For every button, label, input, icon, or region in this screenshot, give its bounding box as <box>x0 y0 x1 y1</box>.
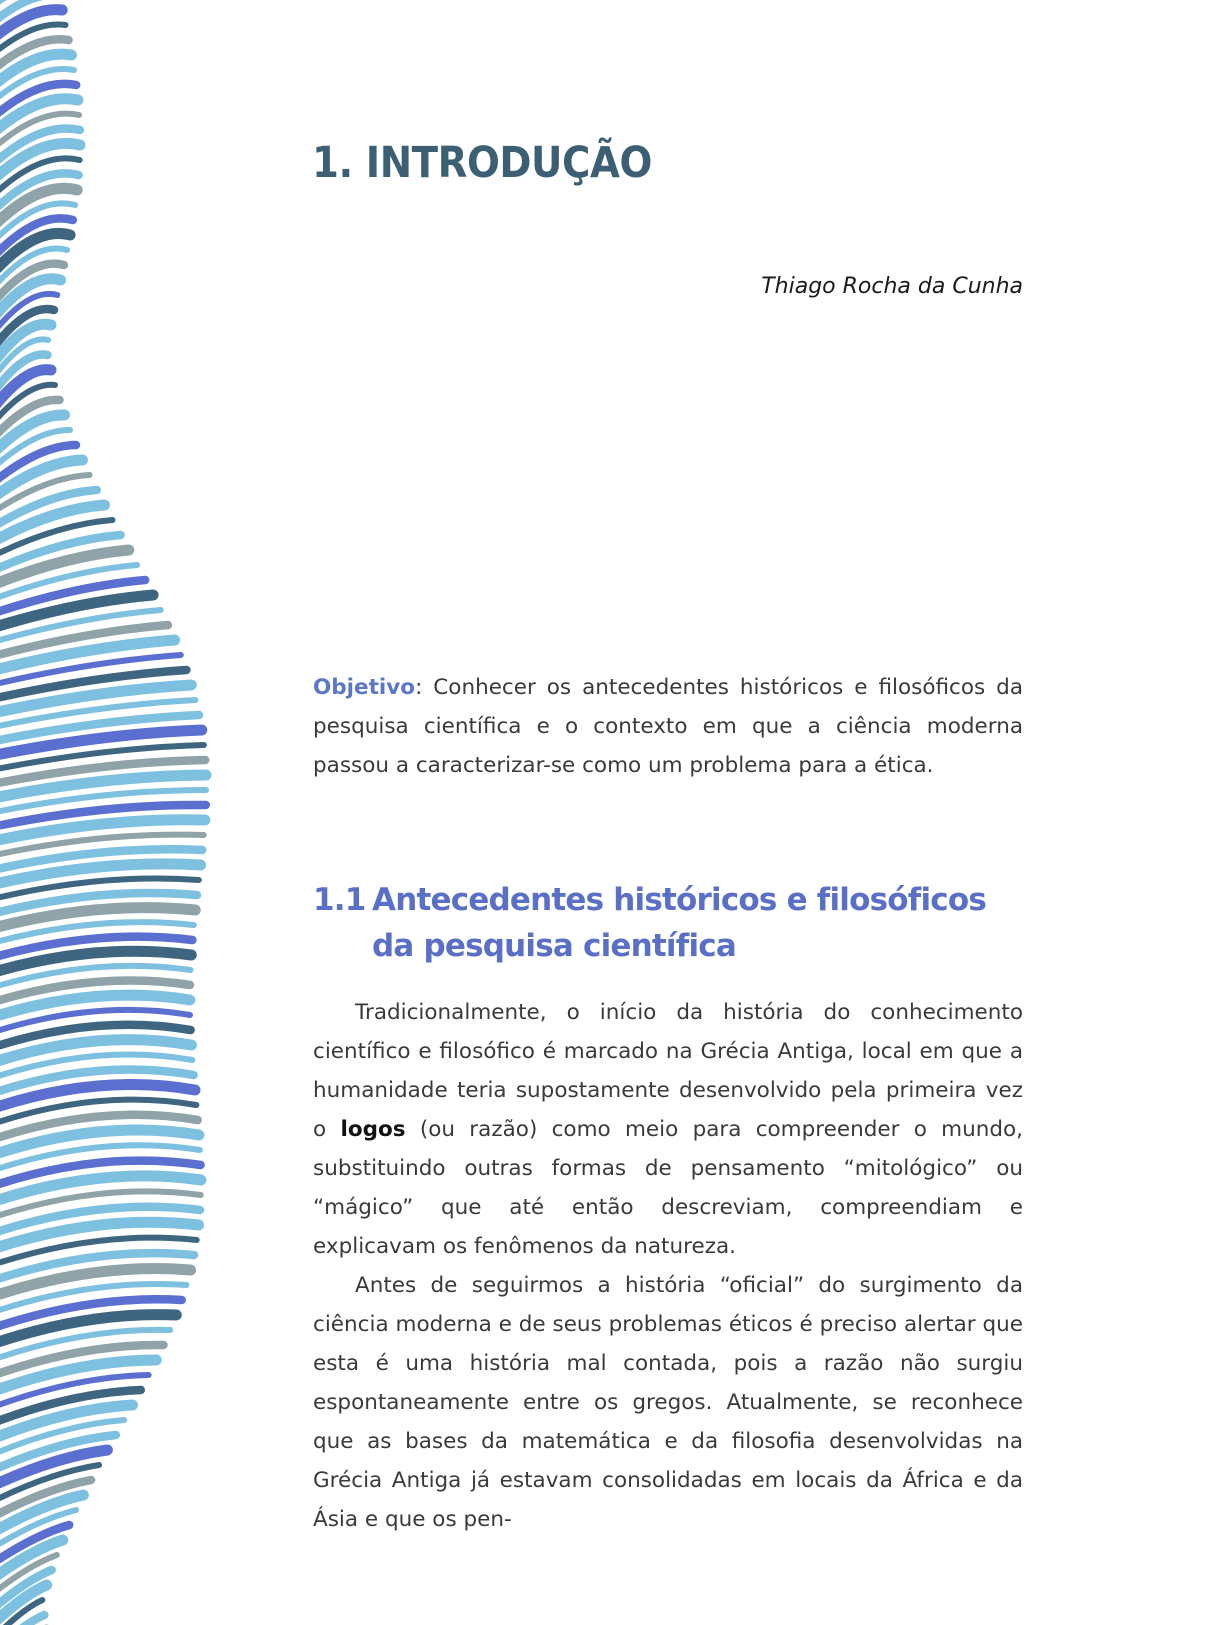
paragraph-1-text-end: (ou razão) como meio para compreender o mundo, substituindo outras formas de pensamento “mitológico” ou “mágico” que até então descreviam, compreendiam e explicavam os fenômenos da natureza. <box>313 1117 1023 1259</box>
decorative-stripe <box>0 1130 199 1156</box>
decorative-stripe <box>0 1084 195 1109</box>
chapter-title: 1. INTRODUÇÃO <box>312 138 652 188</box>
decorative-stripe <box>0 1540 63 1580</box>
decorative-stripe <box>0 995 190 1018</box>
objective-paragraph <box>313 668 1023 785</box>
logos-term: logos <box>340 1117 406 1142</box>
body-paragraph-2: Antes de seguirmos a história “oficial” do surgimento da ciência moderna e de seus problemas éticos é preciso alertar que esta é uma história mal contada, pois a razão não surgiu espontaneamente entre os gregos. Atualmente, se reconhece que as bases da matemática e da filosofia desenvolvidas na Grécia Antiga já estavam consolidadas em locais da África e da Ásia e que os pen- <box>313 1273 1023 1532</box>
objective-separator: : <box>415 675 423 700</box>
author-name: Thiago Rocha da Cunha <box>761 274 1023 299</box>
decorative-wave-stripes <box>0 0 260 1625</box>
decorative-stripe <box>0 1040 191 1064</box>
objective-text: Conhecer os antecedentes históricos e filosóficos da pesquisa científica e o contexto em que a ciência moderna passou a caracterizar-se como um problema para a ética. <box>313 675 1023 778</box>
section-title: Antecedentes históricos e filosóficos da pesquisa científica <box>372 882 987 964</box>
objective-label: Objetivo <box>313 675 416 700</box>
body-paragraph-1 <box>313 993 1023 1266</box>
section-number: 1.1 <box>313 882 366 918</box>
section-heading <box>313 877 1033 969</box>
body-text <box>313 993 1023 1539</box>
paragraph-1-text-start: Tradicionalmente, o início da história do conhecimento científico e filosófico é marcado na Grécia Antiga, local em que a humanidade teria supostamente desenvolvido pela primeira vez o <box>313 1000 1023 1142</box>
